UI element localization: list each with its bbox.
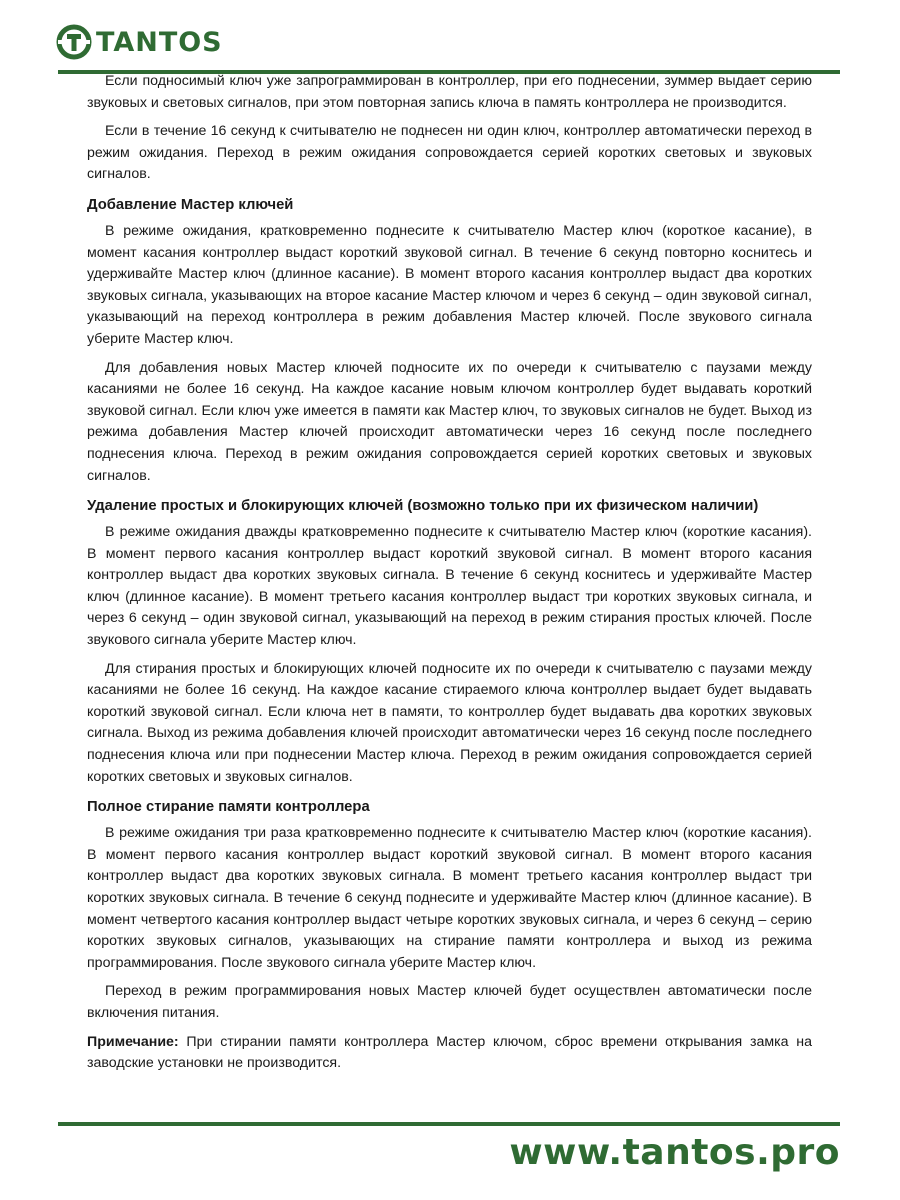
section-heading: Добавление Мастер ключей <box>87 196 294 213</box>
logo-text: TANTOS <box>96 26 223 58</box>
note-label: Примечание: <box>87 1033 179 1050</box>
paragraph: В режиме ожидания дважды кратковременно поднесите к считывателю Мастер ключ (короткие касания). В момент первого касания контроллер выдаст короткий звуковой сигнал. В момент второго касания контроллер выдаст два коротких звуковых сигнала. В течение 6 секунд коснитесь и удерживайте Мастер ключ (длинное касание). В момент третьего касания контроллер выдаст три коротких звуковых сигнала, и через 6 секунд – один звуковой сигнал, указывающий на переход в режим стирания простых ключей. После звукового сигнала уберите Мастер ключ. <box>87 524 812 649</box>
paragraph: Переход в режим программирования новых Мастер ключей будет осуществлен автоматически после включения питания. <box>87 983 812 1021</box>
document-body <box>87 71 812 1082</box>
note-text: При стирании памяти контроллера Мастер ключом, сброс времени открывания замка на заводские установки не производится. <box>87 1033 812 1072</box>
footer-url[interactable]: www.tantos.pro <box>509 1132 840 1173</box>
paragraph: В режиме ожидания три раза кратковременно поднесите к считывателю Мастер ключ (короткие касания). В момент первого касания контроллер выдаст короткий звуковой сигнал. В момент второго касания контроллер выдаст два коротких звуковых сигнала. В момент третьего касания контроллер выдаст три коротких звуковых сигнала. В течение 6 секунд поднесите и удерживайте Мастер ключ (длинное касание). В момент четвертого касания контроллер выдаст четыре коротких звуковых сигнала, и через 6 секунд – серию коротких звуковых сигналов, указывающих на стирание памяти контроллера и выход из режима программирования. После звукового сигнала уберите Мастер ключ. <box>87 825 812 971</box>
section-heading: Удаление простых и блокирующих ключей (возможно только при их физическом наличии) <box>87 498 759 515</box>
tantos-logo-icon <box>56 24 92 60</box>
paragraph: Для стирания простых и блокирующих ключей подносите их по очереди к считывателю с паузами между касаниями не более 16 секунд. На каждое касание стираемого ключа контроллер выдает будет выдавать короткий звуковой сигнал. Если ключа нет в памяти, то контроллер будет выдавать два коротких звуковых сигнала. Выход из режима добавления ключей происходит автоматически через 16 секунд после последнего поднесения ключа или при поднесении Мастер ключа. Переход в режим ожидания сопровождается серией коротких световых и звуковых сигналов. <box>87 660 812 785</box>
paragraph: Если подносимый ключ уже запрограммирован в контроллер, при его поднесении, зуммер выдает серию звуковых и световых сигналов, при этом повторная запись ключа в память контроллера не производится. <box>87 73 812 111</box>
paragraph: Для добавления новых Мастер ключей подносите их по очереди к считывателю с паузами между касаниями не более 16 секунд. На каждое касание новым ключом контроллер будет выдавать короткий звуковой сигнал. Если ключ уже имеется в памяти как Мастер ключ, то звуковых сигналов не будет. Выход из режима добавления Мастер ключей происходит автоматически через 16 секунд после последнего поднесения ключа. Переход в режим ожидания сопровождается серией коротких световых и звуковых сигналов. <box>87 359 812 484</box>
note-paragraph <box>87 1032 812 1075</box>
header <box>56 22 223 62</box>
paragraph: В режиме ожидания, кратковременно поднесите к считывателю Мастер ключ (короткое касание), в момент касания контроллер выдаст короткий звуковой сигнал. В течение 6 секунд повторно коснитесь и удерживайте Мастер ключ (длинное касание). В момент второго касания контроллер выдаст два коротких звуковых сигнала, указывающих на второе касание Мастер ключом и через 6 секунд – один звуковой сигнал, указывающий на переход контроллера в режим добавления Мастер ключей. После звукового сигнала уберите Мастер ключ. <box>87 222 812 347</box>
section-heading: Полное стирание памяти контроллера <box>87 799 370 816</box>
bottom-divider <box>58 1122 840 1126</box>
paragraph: Если в течение 16 секунд к считывателю не поднесен ни один ключ, контроллер автоматически переход в режим ожидания. Переход в режим ожидания сопровождается серией коротких световых и звуковых сигналов. <box>87 123 812 183</box>
